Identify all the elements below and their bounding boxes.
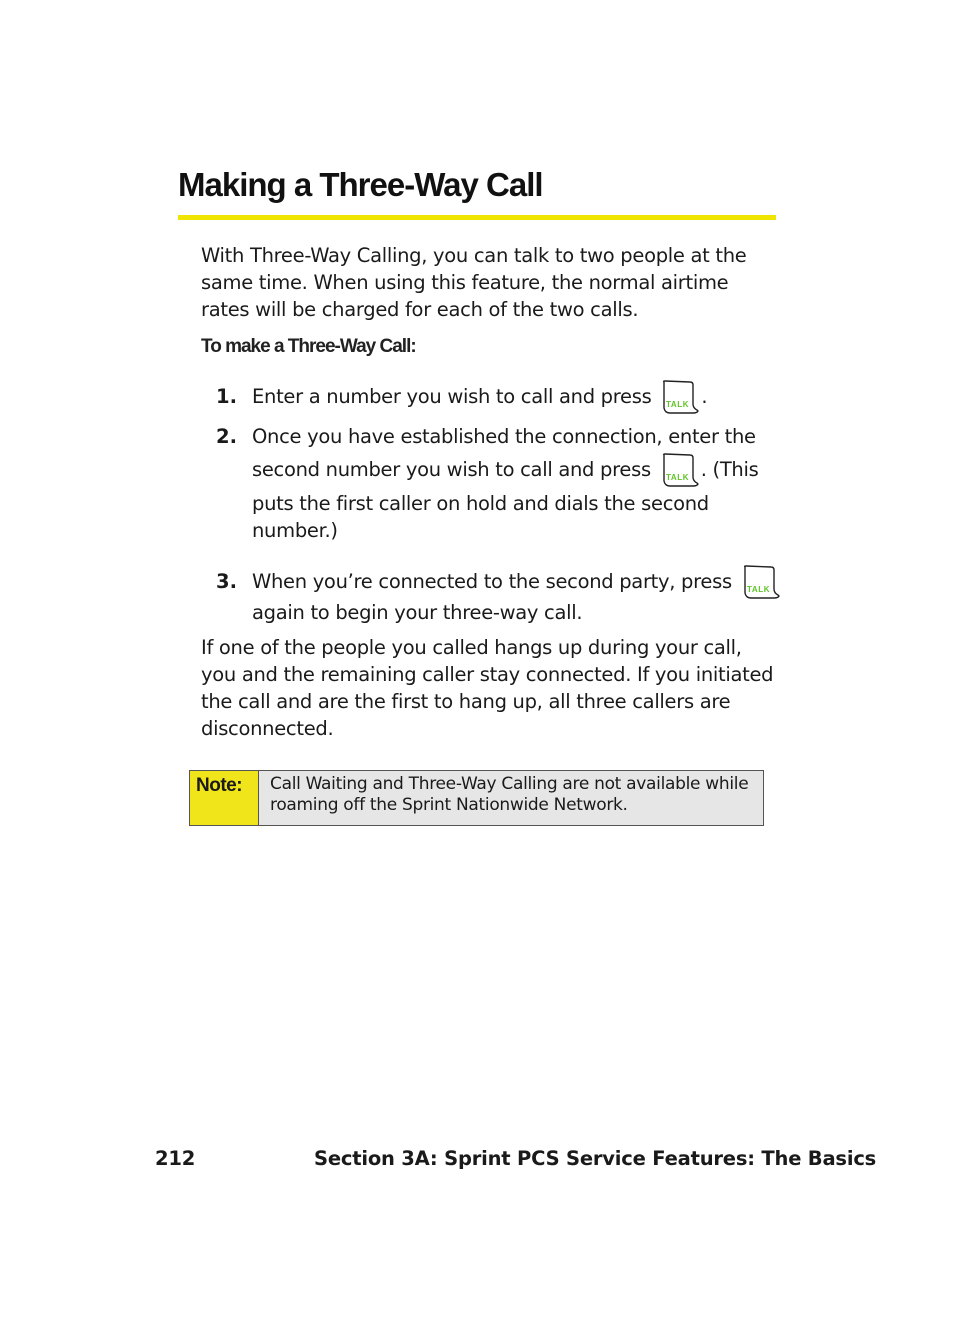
step-1-text: Enter a number you wish to call and press [252, 385, 652, 408]
note-label: Note: [190, 771, 259, 825]
step-2-line-3: puts the first caller on hold and dials the second [252, 492, 709, 515]
page-title: Making a Three-Way Call [178, 166, 543, 203]
step-3-line-1: When you’re connected to the second party, press [252, 570, 732, 593]
step-text: Once you have established the connection, enter the second number you wish to call and press . (This puts the first caller on hold and dials the second number.) [252, 423, 782, 544]
step-text [252, 565, 782, 626]
step-2-line-2: second number you wish to call and press [252, 458, 651, 481]
step-number: 3. [216, 570, 237, 593]
note-box [189, 770, 764, 826]
note-text: Call Waiting and Three-Way Calling are not available while roaming off the Sprint Nationwide Network. [259, 771, 763, 825]
step-2-line-1: Once you have established the connection, enter the [252, 425, 756, 448]
talk-key-icon [741, 565, 781, 599]
talk-key-icon [660, 453, 700, 487]
talk-key-icon [660, 380, 700, 414]
step-3-line-2: again to begin your three-way call. [252, 601, 583, 624]
page-number: 212 [155, 1147, 196, 1170]
section-title: Section 3A: Sprint PCS Service Features: The Basics [314, 1147, 877, 1170]
step-text: Enter a number you wish to call and press . [252, 383, 782, 410]
intro-paragraph: With Three-Way Calling, you can talk to two people at the same time. When using this feature, the normal airtime rates will be charged for each of the two calls. [201, 244, 747, 321]
instructions-subheading: To make a Three-Way Call: [201, 336, 416, 357]
step-number: 1. [216, 385, 237, 408]
step-2-line-4: number.) [252, 519, 338, 542]
step-number: 2. [216, 425, 237, 448]
outro-paragraph: If one of the people you called hangs up during your call, you and the remaining caller stay connected. If you initiated the call and are the first to hang up, all three callers are disconnected. [201, 636, 774, 740]
title-underline [178, 215, 776, 220]
